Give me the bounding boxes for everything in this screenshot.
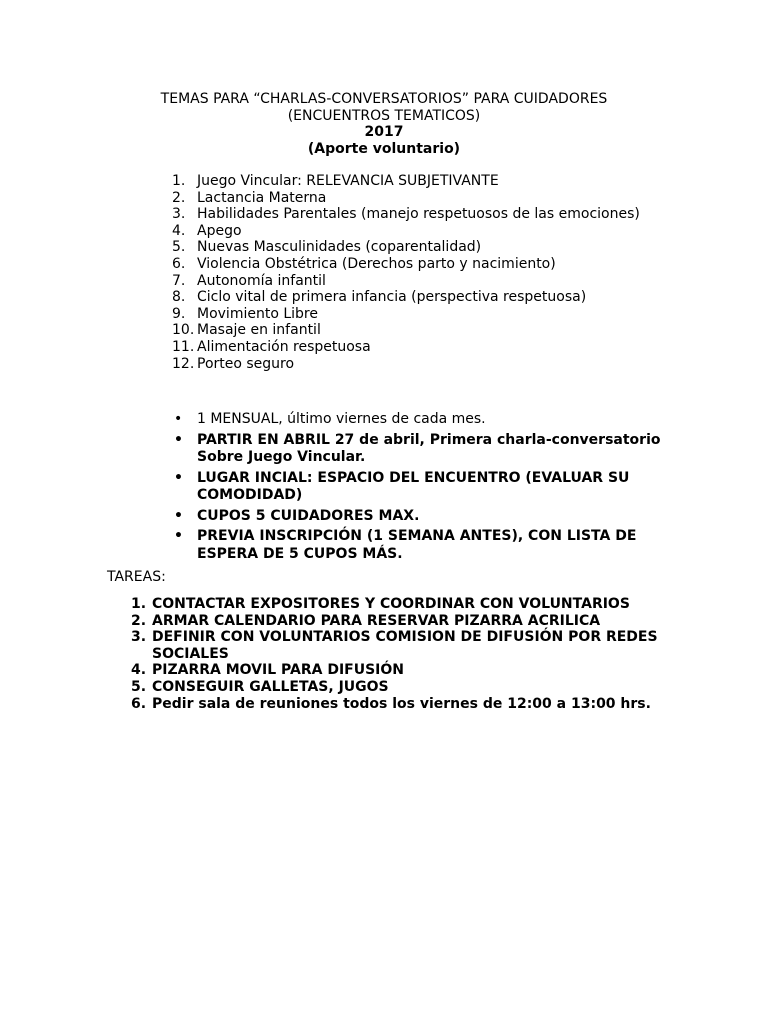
tasks-heading: TAREAS: bbox=[107, 569, 166, 585]
details-bullet-list bbox=[172, 411, 672, 566]
bullet-dot-icon: • bbox=[174, 431, 183, 448]
topic-item: 5. Nuevas Masculinidades (coparentalidad) bbox=[172, 239, 482, 256]
bullet-item: • 1 MENSUAL, último viernes de cada mes. bbox=[174, 411, 486, 427]
topics-list bbox=[172, 173, 640, 372]
header-year: 2017 bbox=[364, 124, 404, 141]
topic-item: 1. Juego Vincular: RELEVANCIA SUBJETIVANTE bbox=[172, 173, 499, 189]
bullet-item: • CUPOS 5 CUIDADORES MAX. bbox=[174, 507, 420, 524]
header-subtitle: (ENCUENTROS TEMATICOS) bbox=[287, 107, 481, 124]
topic-item: 4. Apego bbox=[172, 222, 242, 239]
topic-item: 3. Habilidades Parentales (manejo respetuosos de las emociones) bbox=[172, 206, 640, 223]
topic-item: 7. Autonomía infantil bbox=[172, 272, 326, 289]
task-item: 2. ARMAR CALENDARIO PARA RESERVAR PIZARRA ACRILICA bbox=[131, 612, 601, 629]
topic-item: 8. Ciclo vital de primera infancia (perspectiva respetuosa) bbox=[172, 289, 587, 306]
bullet-item: • PARTIR EN ABRIL 27 de abril, Primera charla-conversatorio Sobre Juego Vincular. bbox=[174, 431, 661, 465]
document-header bbox=[0, 91, 768, 157]
topic-item: 11. Alimentación respetuosa bbox=[172, 338, 371, 355]
bullet-dot-icon: • bbox=[174, 411, 183, 427]
header-note: (Aporte voluntario) bbox=[307, 140, 461, 157]
topic-item: 12. Porteo seguro bbox=[172, 355, 295, 372]
topic-item: 6. Violencia Obstétrica (Derechos parto y nacimiento) bbox=[172, 255, 556, 272]
task-item: 4. PIZARRA MOVIL PARA DIFUSIÓN bbox=[131, 662, 404, 679]
bullet-dot-icon: • bbox=[174, 469, 183, 486]
header-title: TEMAS PARA “CHARLAS-CONVERSATORIOS” PARA CUIDADORES bbox=[160, 91, 608, 107]
task-item: 1. CONTACTAR EXPOSITORES Y COORDINAR CON VOLUNTARIOS bbox=[131, 596, 630, 612]
bullet-item: • LUGAR INCIAL: ESPACIO DEL ENCUENTRO (EVALUAR SU COMODIDAD) bbox=[174, 469, 630, 503]
topic-item: 10. Masaje en infantil bbox=[172, 322, 321, 339]
topic-item: 9. Movimiento Libre bbox=[172, 305, 318, 322]
topic-item: 2. Lactancia Materna bbox=[172, 189, 327, 206]
bullet-dot-icon: • bbox=[174, 507, 183, 524]
task-item: 5. CONSEGUIR GALLETAS, JUGOS bbox=[131, 678, 389, 695]
task-item: 3. DEFINIR CON VOLUNTARIOS COMISION DE DIFUSIÓN POR REDES SOCIALES bbox=[131, 629, 658, 662]
tasks-list bbox=[131, 596, 661, 712]
bullet-item: • PREVIA INSCRIPCIÓN (1 SEMANA ANTES), CON LISTA DE ESPERA DE 5 CUPOS MÁS. bbox=[174, 528, 637, 562]
task-item: 6. Pedir sala de reuniones todos los viernes de 12:00 a 13:00 hrs. bbox=[131, 695, 651, 712]
bullet-dot-icon: • bbox=[174, 528, 183, 544]
